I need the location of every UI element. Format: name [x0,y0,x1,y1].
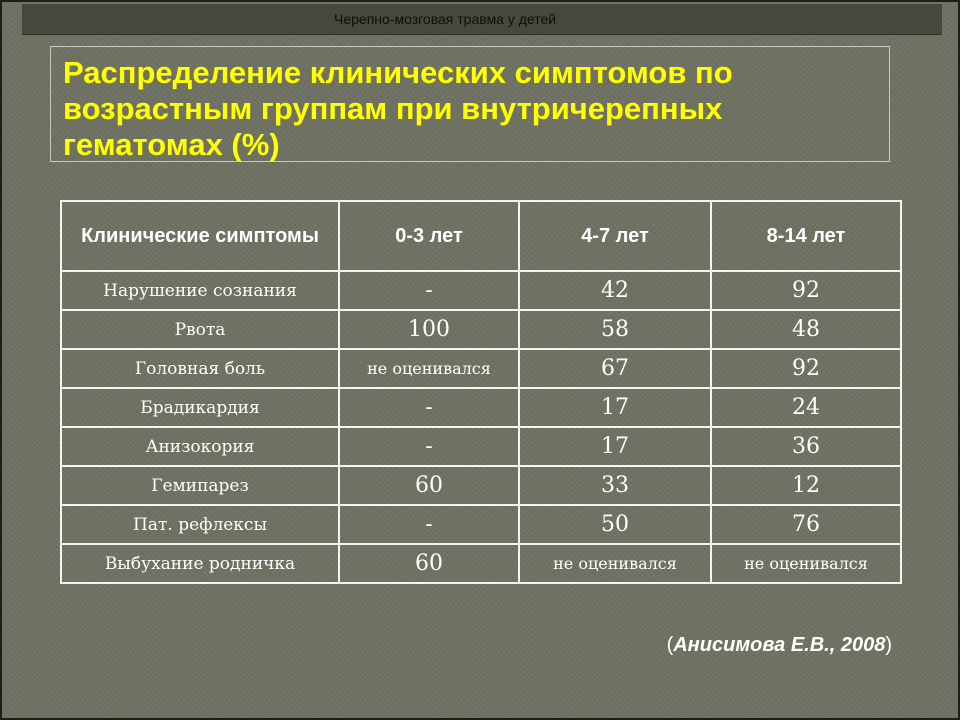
symptom-cell: Рвота [61,310,339,349]
value-cell-age-4-7: 17 [519,427,711,466]
value-cell-age-4-7: не оценивался [519,544,711,583]
symptom-cell: Брадикардия [61,388,339,427]
table-row [61,427,901,466]
citation-author: Анисимова Е.В., 2008 [673,634,886,656]
symptom-cell: Головная боль [61,349,339,388]
slide-title: Распределение клинических симптомов по возрастным группам при внутричерепных гематомах (%) [63,55,733,162]
value-cell-age-4-7: 42 [519,271,711,310]
citation-open-paren: ( [666,634,674,656]
symptom-cell: Выбухание родничка [61,544,339,583]
value-cell-age-0-3: 100 [339,310,519,349]
value-cell-age-4-7: 58 [519,310,711,349]
table-row [61,271,901,310]
value-cell-age-0-3: - [339,427,519,466]
citation [667,634,892,657]
value-cell-age-4-7: 50 [519,505,711,544]
table-row [61,466,901,505]
value-cell-age-8-14: не оценивался [711,544,901,583]
value-cell-age-0-3: - [339,388,519,427]
symptom-cell: Гемипарез [61,466,339,505]
value-cell-age-8-14: 76 [711,505,901,544]
column-header-symptoms: Клинические симптомы [61,201,339,271]
symptom-cell: Анизокория [61,427,339,466]
column-header-age-0-3: 0-3 лет [339,201,519,271]
symptom-cell: Нарушение сознания [61,271,339,310]
value-cell-age-8-14: 12 [711,466,901,505]
value-cell-age-8-14: 92 [711,271,901,310]
value-cell-age-0-3: не оценивался [339,349,519,388]
value-cell-age-0-3: - [339,505,519,544]
header-title: Черепно-мозговая травма у детей [334,11,557,27]
table-row [61,388,901,427]
table-row [61,544,901,583]
symptom-table [60,200,902,584]
table-row [61,310,901,349]
slide-title-box [50,46,890,162]
column-header-age-8-14: 8-14 лет [711,201,901,271]
header-bar [22,4,942,35]
value-cell-age-0-3: 60 [339,544,519,583]
value-cell-age-8-14: 24 [711,388,901,427]
value-cell-age-0-3: 60 [339,466,519,505]
value-cell-age-8-14: 36 [711,427,901,466]
value-cell-age-4-7: 17 [519,388,711,427]
table-row [61,505,901,544]
table-row [61,349,901,388]
value-cell-age-8-14: 92 [711,349,901,388]
value-cell-age-4-7: 33 [519,466,711,505]
column-header-age-4-7: 4-7 лет [519,201,711,271]
value-cell-age-0-3: - [339,271,519,310]
symptom-cell: Пат. рефлексы [61,505,339,544]
table-header-row [61,201,901,271]
value-cell-age-4-7: 67 [519,349,711,388]
value-cell-age-8-14: 48 [711,310,901,349]
citation-close-paren: ) [885,634,892,656]
